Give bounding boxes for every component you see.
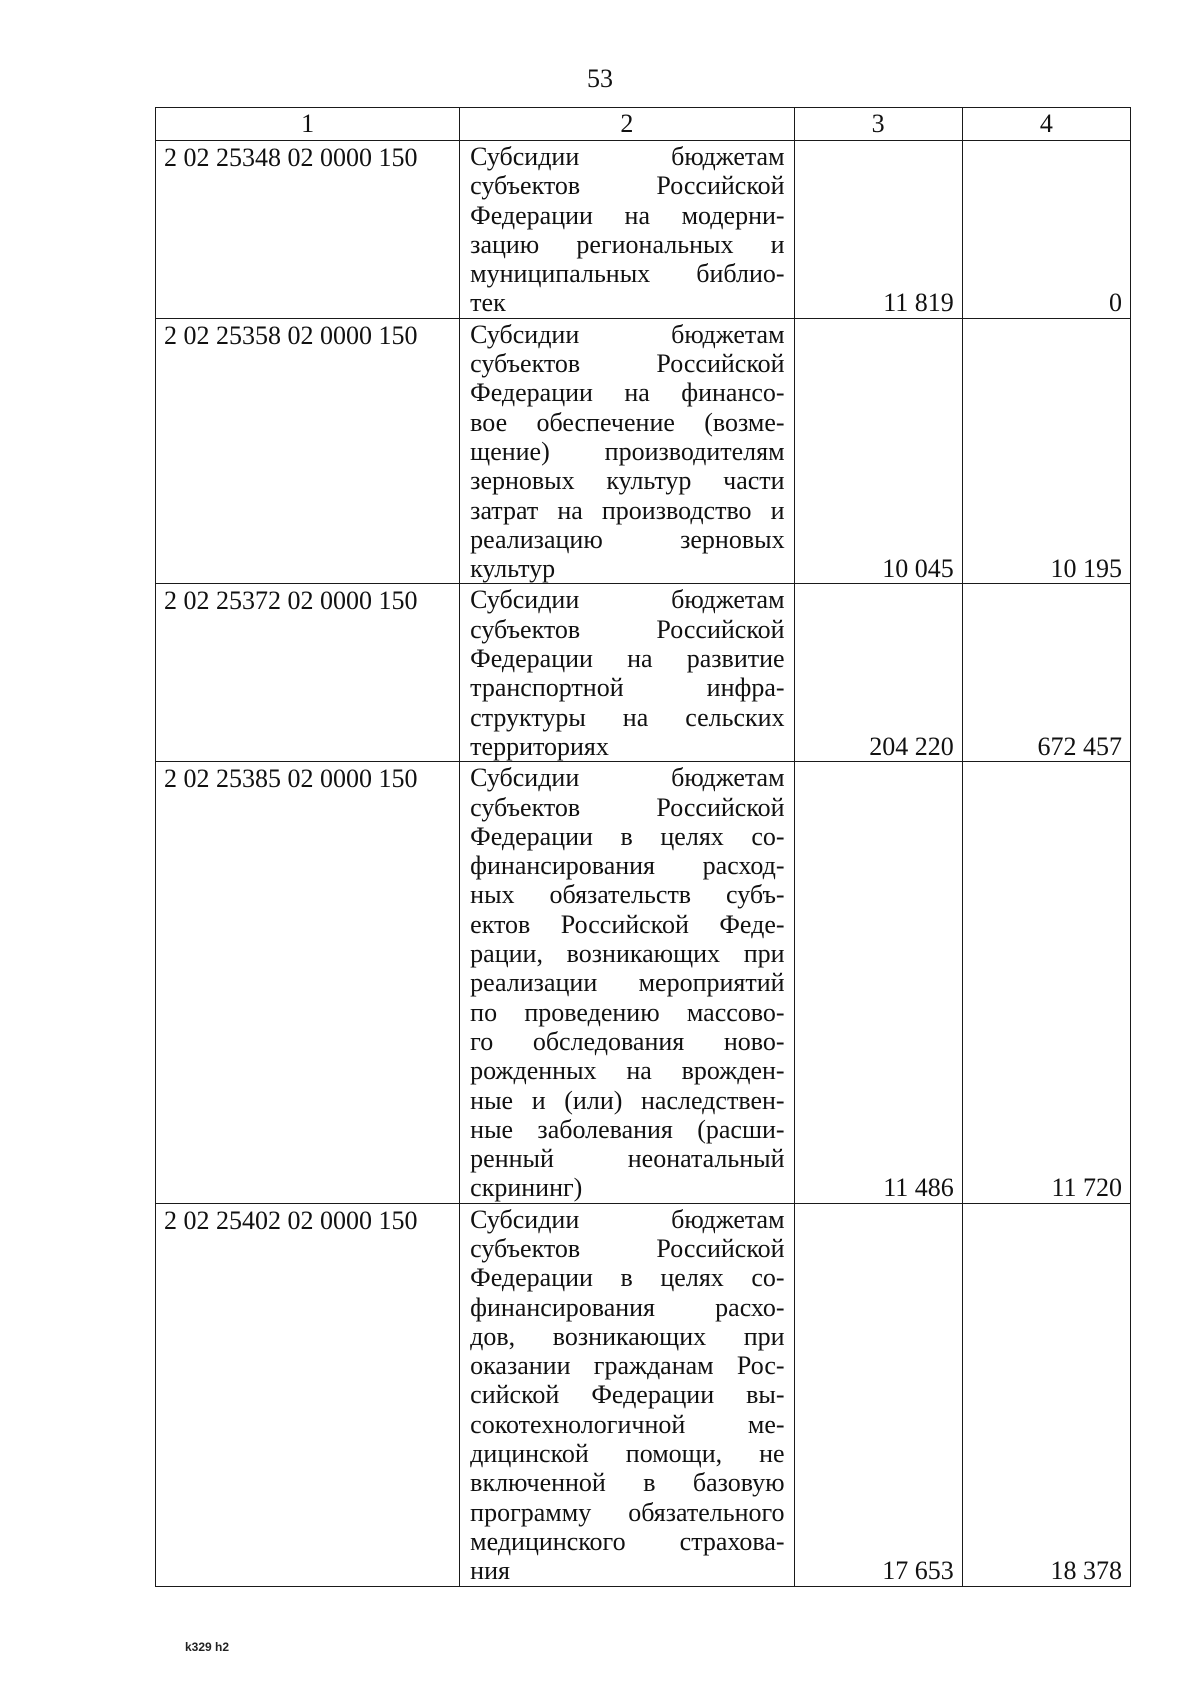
- footer-code: k329 h2: [185, 1640, 230, 1654]
- budget-table: [155, 107, 1131, 1587]
- column-header: 1: [156, 108, 460, 141]
- description-line: включенной в базовую: [470, 1468, 785, 1498]
- description-cell: [460, 584, 794, 762]
- description-cell: [460, 318, 794, 584]
- description-line: скрининг): [470, 1173, 583, 1203]
- table-row: [156, 762, 1131, 1203]
- description-line: финансирования расхо-: [470, 1292, 785, 1322]
- description-line: субъектов Российской: [470, 614, 785, 644]
- description-line: ных обязательств субъ-: [470, 880, 785, 910]
- value-column-4: 672 457: [962, 584, 1130, 762]
- classification-code: 2 02 25348 02 0000 150: [156, 141, 460, 319]
- column-header: 2: [460, 108, 794, 141]
- description-line: структуры на сельских: [470, 702, 785, 732]
- description-line: субъектов Российской: [470, 1233, 785, 1263]
- description-line: транспортной инфра-: [470, 673, 785, 703]
- description-line: ные и (или) наследствен-: [470, 1085, 785, 1115]
- description-line: оказании гражданам Рос-: [470, 1351, 785, 1381]
- description-line: Субсидии бюджетам: [470, 1204, 785, 1234]
- description-line: территориях: [470, 731, 609, 761]
- description-line: го обследования ново-: [470, 1026, 785, 1056]
- description-line: муниципальных библио-: [470, 259, 785, 289]
- description-cell: [460, 762, 794, 1203]
- description-line: медицинского страхова-: [470, 1526, 785, 1556]
- description-line: культур: [470, 554, 556, 584]
- description-line: ренный неонатальный: [470, 1144, 785, 1174]
- description-cell: [460, 1203, 794, 1586]
- description-line: по проведению массово-: [470, 997, 785, 1027]
- description-line: вое обеспечение (возме-: [470, 407, 785, 437]
- description-line: программу обязательного: [470, 1497, 785, 1527]
- classification-code: 2 02 25358 02 0000 150: [156, 318, 460, 584]
- description-line: зерновых культур части: [470, 466, 785, 496]
- page-number: 53: [587, 64, 613, 93]
- description-line: субъектов Российской: [470, 171, 785, 201]
- value-column-4: 0: [962, 141, 1130, 319]
- description-line: финансирования расход-: [470, 851, 785, 881]
- description-line: Субсидии бюджетам: [470, 142, 785, 171]
- description-line: реализации мероприятий: [470, 968, 785, 998]
- description-line: рожденных на врожден-: [470, 1056, 785, 1086]
- description-line: Федерации на модерни-: [470, 200, 785, 230]
- column-header: 3: [794, 108, 962, 141]
- table-row: [156, 584, 1131, 762]
- table-header-row: [156, 108, 1131, 141]
- description-line: щение) производителям: [470, 436, 785, 466]
- value-column-3: 11 819: [794, 141, 962, 319]
- value-column-4: 11 720: [962, 762, 1130, 1203]
- value-column-3: 11 486: [794, 762, 962, 1203]
- description-line: ные заболевания (расши-: [470, 1114, 785, 1144]
- description-line: Федерации в целях со-: [470, 1263, 785, 1293]
- description-line: Федерации на развитие: [470, 644, 785, 674]
- classification-code: 2 02 25385 02 0000 150: [156, 762, 460, 1203]
- value-column-3: 204 220: [794, 584, 962, 762]
- classification-code: 2 02 25372 02 0000 150: [156, 584, 460, 762]
- table-row: [156, 141, 1131, 319]
- value-column-3: 10 045: [794, 318, 962, 584]
- description-line: сийской Федерации вы-: [470, 1380, 785, 1410]
- description-line: Субсидии бюджетам: [470, 319, 785, 349]
- description-line: дов, возникающих при: [470, 1321, 785, 1351]
- description-line: субъектов Российской: [470, 792, 785, 822]
- description-line: дицинской помощи, не: [470, 1439, 785, 1469]
- description-line: Федерации на финансо-: [470, 378, 785, 408]
- description-line: ния: [470, 1556, 510, 1586]
- description-line: ектов Российской Феде-: [470, 909, 785, 939]
- value-column-4: 18 378: [962, 1203, 1130, 1586]
- column-header: 4: [962, 108, 1130, 141]
- description-line: сокотехнологичной ме-: [470, 1409, 785, 1439]
- classification-code: 2 02 25402 02 0000 150: [156, 1203, 460, 1586]
- value-column-3: 17 653: [794, 1203, 962, 1586]
- description-line: субъектов Российской: [470, 349, 785, 379]
- description-line: Субсидии бюджетам: [470, 763, 785, 793]
- description-line: зацию региональных и: [470, 229, 785, 259]
- description-line: тек: [470, 288, 506, 318]
- description-line: рации, возникающих при: [470, 939, 785, 969]
- value-column-4: 10 195: [962, 318, 1130, 584]
- description-line: реализацию зерновых: [470, 524, 785, 554]
- description-line: затрат на производство и: [470, 495, 785, 525]
- table-row: [156, 318, 1131, 584]
- description-line: Федерации в целях со-: [470, 821, 785, 851]
- description-line: Субсидии бюджетам: [470, 585, 785, 615]
- description-cell: [460, 141, 794, 319]
- table-row: [156, 1203, 1131, 1586]
